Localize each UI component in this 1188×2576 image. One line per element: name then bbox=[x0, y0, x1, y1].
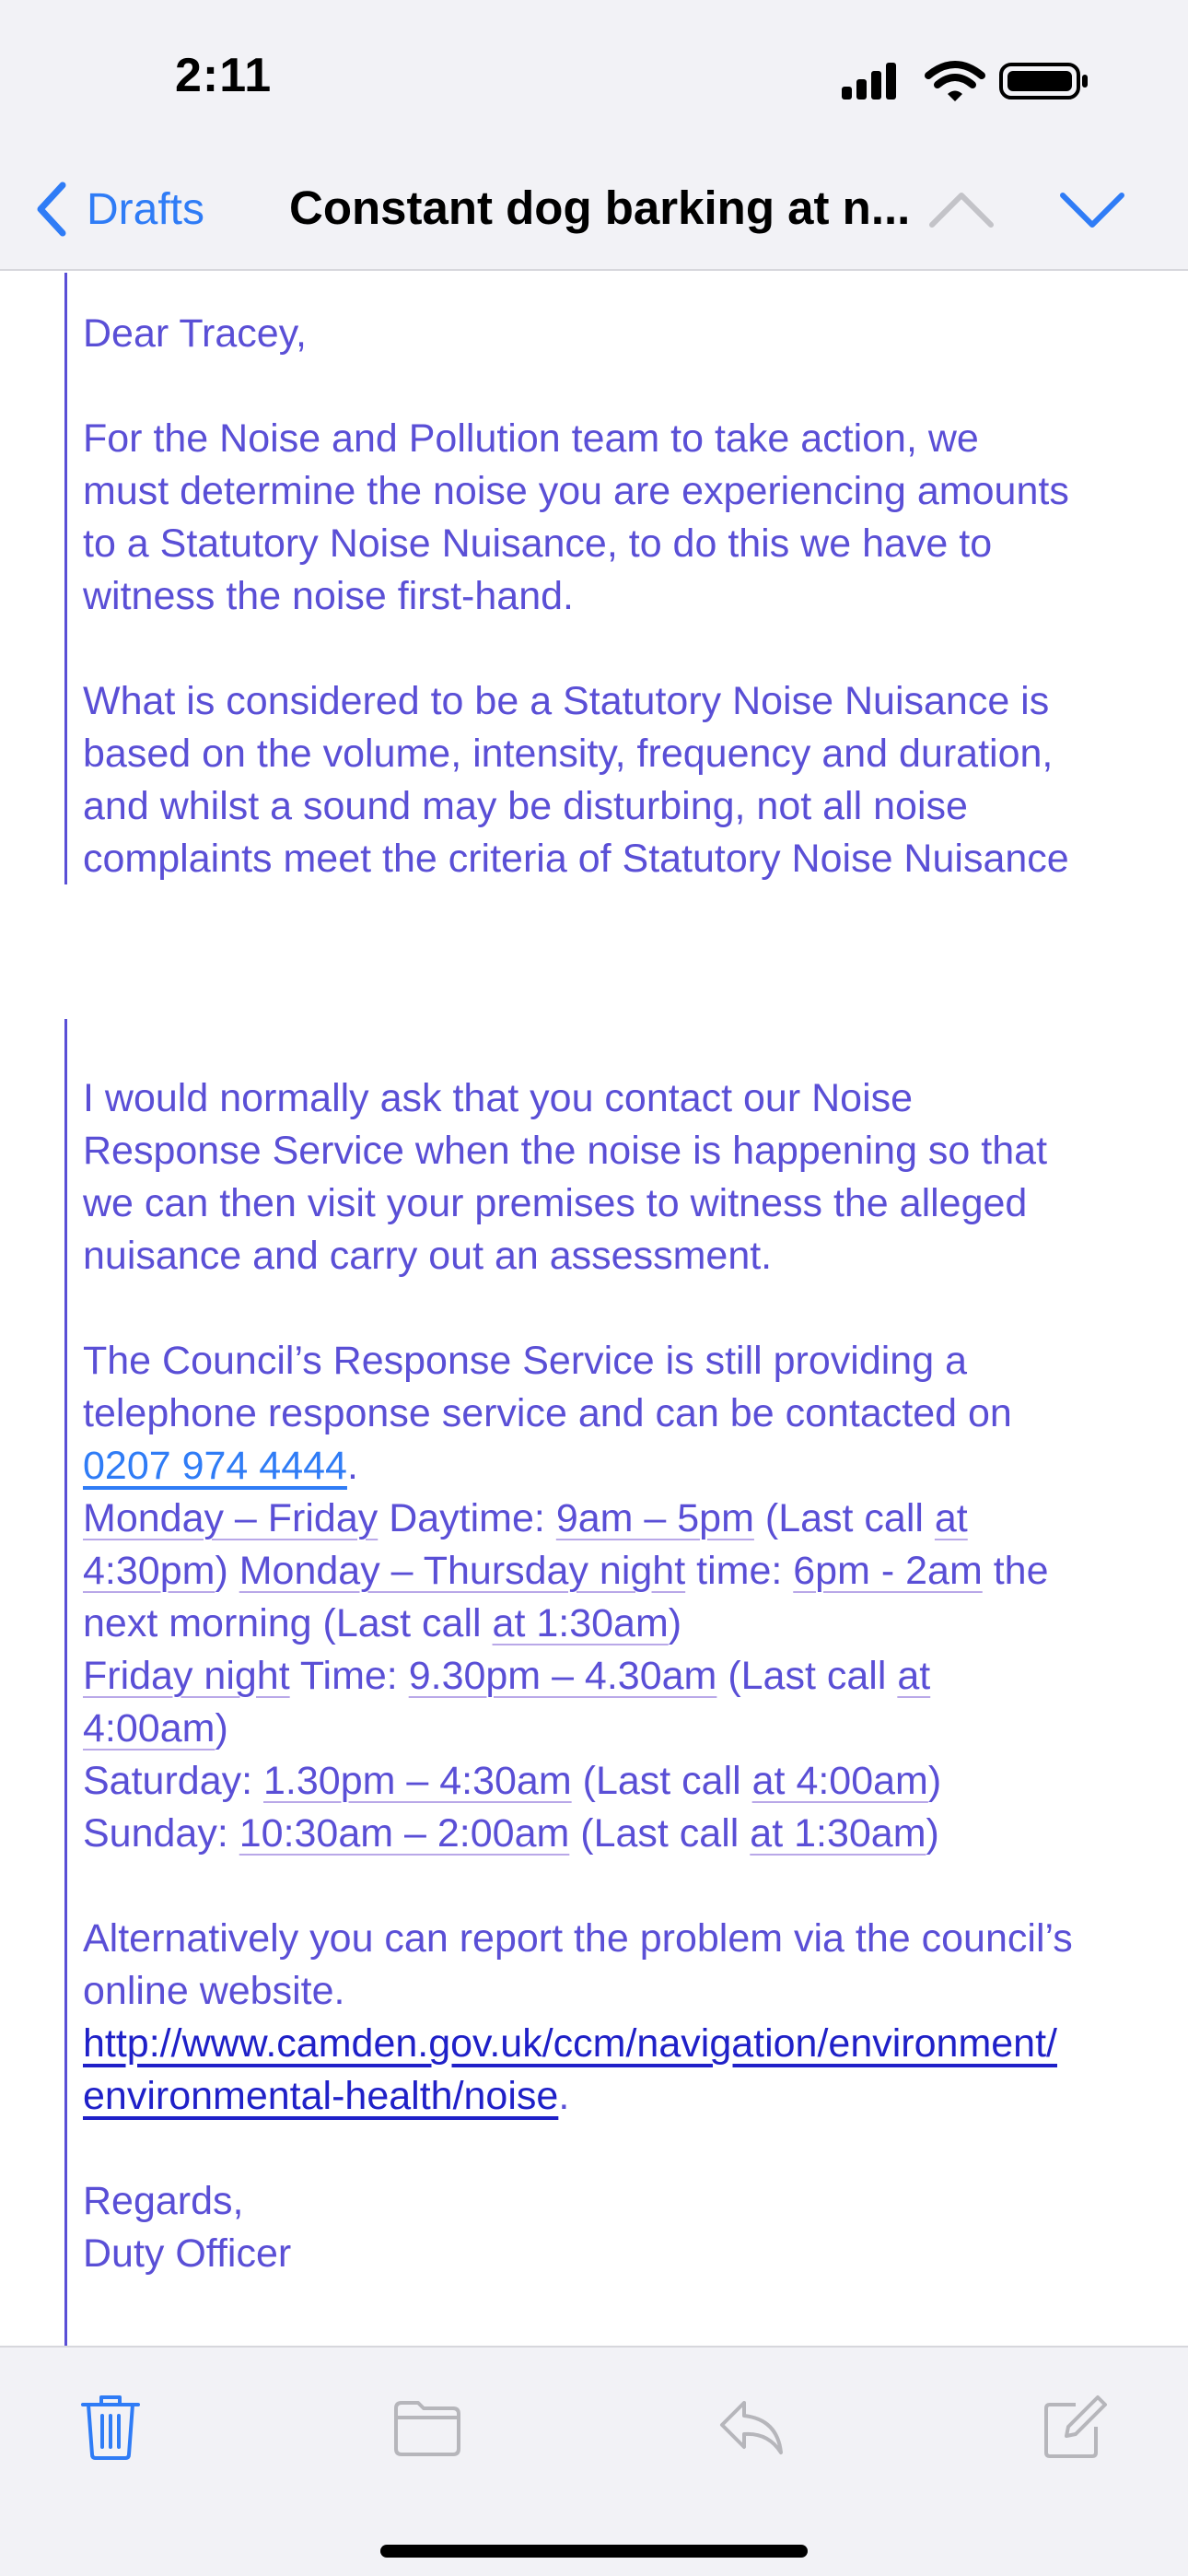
time-link[interactable]: 4:30pm bbox=[83, 1549, 215, 1593]
schedule-line bbox=[83, 1703, 1170, 1755]
schedule-text: the bbox=[982, 1549, 1049, 1593]
paragraph-line: online website. bbox=[83, 1969, 345, 2013]
schedule-text: ) bbox=[215, 1706, 228, 1751]
signature: Duty Officer bbox=[83, 2231, 292, 2276]
paragraph-line: telephone response service and can be contacted on bbox=[83, 1391, 1012, 1435]
bottom-toolbar bbox=[0, 2346, 1188, 2576]
trash-icon[interactable] bbox=[76, 2392, 146, 2462]
paragraph-line: For the Noise and Pollution team to take action, we bbox=[83, 416, 979, 461]
paragraph-line: and whilst a sound may be disturbing, not all noise bbox=[83, 784, 968, 828]
schedule-text: (Last call bbox=[716, 1654, 898, 1698]
message-nav-bar bbox=[0, 162, 1188, 258]
schedule-text: Daytime: bbox=[378, 1496, 556, 1540]
blank-line bbox=[83, 2123, 1170, 2175]
greeting: Dear Tracey, bbox=[83, 311, 307, 356]
time-link[interactable]: at bbox=[897, 1654, 931, 1698]
paragraph-line: The Council’s Response Service is still providing a bbox=[83, 1339, 967, 1383]
time-link[interactable]: at bbox=[934, 1496, 968, 1540]
paragraph-line: What is considered to be a Statutory Noise Nuisance is bbox=[83, 679, 1050, 723]
phone-number-link[interactable]: 0207 974 4444 bbox=[83, 1444, 347, 1488]
paragraph-line: Response Service when the noise is happening so that bbox=[83, 1129, 1048, 1173]
blank-line bbox=[83, 623, 1170, 675]
phone-line bbox=[83, 1440, 1170, 1493]
back-to-drafts-button[interactable] bbox=[31, 177, 204, 241]
schedule-text: ) bbox=[215, 1549, 239, 1593]
time-link[interactable]: 1.30pm – 4:30am bbox=[263, 1759, 572, 1803]
date-link[interactable]: Monday – Thursday night bbox=[239, 1549, 686, 1593]
url-line bbox=[83, 2070, 1170, 2123]
time-link[interactable]: at 1:30am bbox=[750, 1811, 926, 1856]
quoted-block-2 bbox=[83, 1072, 1170, 2280]
paragraph-line: witness the noise first-hand. bbox=[83, 574, 574, 618]
paragraph-line: to a Statutory Noise Nuisance, to do this we have to bbox=[83, 521, 993, 566]
schedule-text: next morning (Last call bbox=[83, 1601, 493, 1645]
schedule-text: Time: bbox=[289, 1654, 409, 1698]
schedule-text: (Last call bbox=[571, 1759, 752, 1803]
schedule-text: (Last call bbox=[753, 1496, 935, 1540]
time-link[interactable]: 9am – 5pm bbox=[555, 1496, 754, 1540]
schedule-text: (Last call bbox=[569, 1811, 751, 1856]
schedule-text: Saturday: bbox=[83, 1759, 263, 1803]
schedule-line bbox=[83, 1650, 1170, 1703]
schedule-text: Sunday: bbox=[83, 1811, 239, 1856]
schedule-line bbox=[83, 1808, 1170, 1860]
reply-icon[interactable] bbox=[716, 2392, 786, 2462]
paragraph-line: based on the volume, intensity, frequency and duration, bbox=[83, 732, 1054, 776]
schedule-text: ) bbox=[926, 1811, 939, 1856]
cellular-signal-icon bbox=[840, 59, 904, 103]
paragraph-line: must determine the noise you are experiencing amounts bbox=[83, 469, 1069, 513]
date-link[interactable]: Monday – Friday bbox=[83, 1496, 379, 1540]
folder-icon[interactable] bbox=[392, 2392, 462, 2462]
time-link[interactable]: 4:00am bbox=[83, 1706, 215, 1751]
top-bar bbox=[0, 0, 1188, 271]
status-time: 2:11 bbox=[175, 49, 273, 102]
schedule-text: ) bbox=[927, 1759, 942, 1803]
battery-icon bbox=[998, 59, 1090, 103]
paragraph-line: I would normally ask that you contact our Noise bbox=[83, 1076, 914, 1120]
blank-line bbox=[83, 1282, 1170, 1335]
time-link[interactable]: at 4:00am bbox=[751, 1759, 928, 1803]
time-link[interactable]: 6pm - 2am bbox=[793, 1549, 983, 1593]
schedule-line bbox=[83, 1545, 1170, 1598]
schedule-line bbox=[83, 1493, 1170, 1545]
chevron-left-icon bbox=[31, 180, 72, 239]
council-website-link[interactable]: http://www.camden.gov.uk/ccm/navigation/environment/ bbox=[83, 2021, 1057, 2066]
punctuation: . bbox=[346, 1444, 358, 1488]
punctuation: . bbox=[558, 2074, 570, 2118]
schedule-text: time: bbox=[685, 1549, 794, 1593]
paragraph-line: we can then visit your premises to witness the alleged bbox=[83, 1181, 1028, 1225]
time-link[interactable]: at 1:30am bbox=[492, 1601, 669, 1645]
url-line bbox=[83, 2018, 1170, 2070]
date-link[interactable]: Friday night bbox=[83, 1654, 290, 1698]
paragraph-line: complaints meet the criteria of Statutory Noise Nuisance bbox=[83, 837, 1069, 881]
home-indicator[interactable] bbox=[380, 2545, 808, 2558]
compose-icon[interactable] bbox=[1039, 2392, 1109, 2462]
quoted-block-1 bbox=[83, 308, 1170, 885]
blank-line bbox=[83, 360, 1170, 413]
schedule-line bbox=[83, 1755, 1170, 1808]
time-link[interactable]: 10:30am – 2:00am bbox=[239, 1811, 570, 1856]
quote-bar bbox=[64, 1019, 67, 2346]
schedule-line bbox=[83, 1598, 1170, 1650]
status-icons bbox=[840, 59, 1089, 103]
blank-line bbox=[83, 1860, 1170, 1913]
back-label: Drafts bbox=[87, 184, 205, 234]
message-subject: Constant dog barking at n... bbox=[289, 181, 911, 234]
council-website-link-continued[interactable]: environmental-health/noise bbox=[83, 2074, 559, 2118]
schedule-text: ) bbox=[668, 1601, 682, 1645]
wifi-icon bbox=[923, 59, 987, 103]
quote-bar bbox=[64, 273, 67, 884]
next-message-chevron-down-icon[interactable] bbox=[1055, 177, 1129, 241]
paragraph-line: nuisance and carry out an assessment. bbox=[83, 1234, 773, 1278]
sign-off: Regards, bbox=[83, 2179, 244, 2223]
previous-message-chevron-up-icon[interactable] bbox=[925, 177, 998, 241]
paragraph-line: Alternatively you can report the problem via the council’s bbox=[83, 1916, 1073, 1961]
time-link[interactable]: 9.30pm – 4.30am bbox=[408, 1654, 717, 1698]
